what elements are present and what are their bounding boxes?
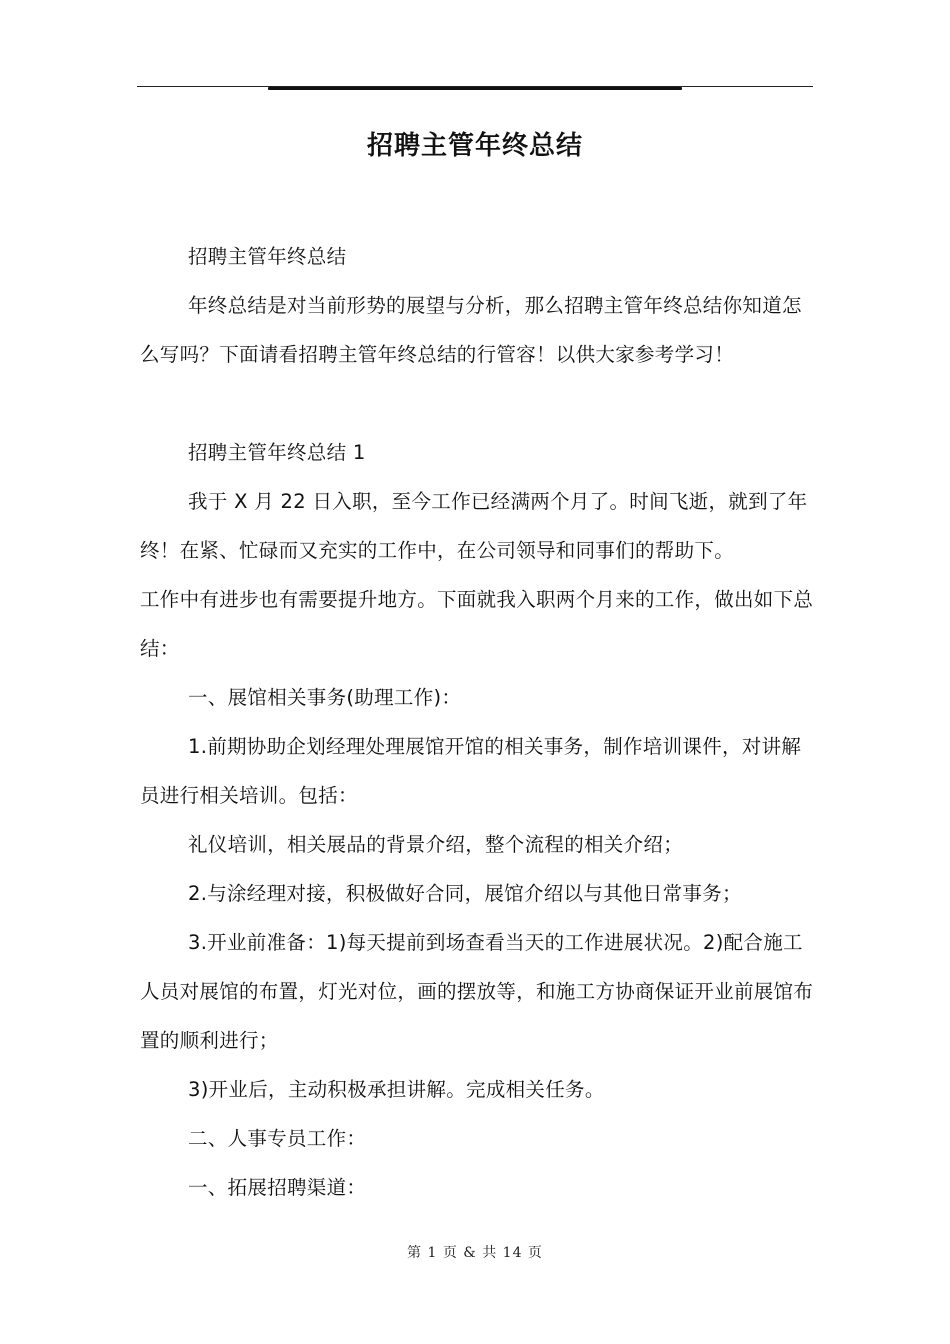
- list-item: 2.与涂经理对接，积极做好合同，展馆介绍以与其他日常事务；: [188, 882, 742, 905]
- paragraph: 工作中有进步也有需要提升地方。下面就我入职两个月来的工作，做出如下总结：: [140, 588, 814, 660]
- list-item: 1.前期协助企划经理处理展馆开馆的相关事务，制作培训课件，对讲解员进行相关培训。包括：: [140, 735, 802, 807]
- paragraph-gap: [140, 379, 816, 428]
- paragraph: 我于 X 月 22 日入职，至今工作已经满两个月了。时间飞逝，就到了年终！在紧、忙碌而又充实的工作中，在公司领导和同事们的帮助下。: [140, 490, 808, 562]
- list-item: 礼仪培训，相关展品的背景介绍，整个流程的相关介绍；: [188, 833, 684, 856]
- list-heading: 二、人事专员工作：: [188, 1127, 367, 1150]
- list-item: 3)开业后，主动积极承担讲解。完成相关任务。: [188, 1078, 605, 1101]
- list-heading: 一、拓展招聘渠道：: [188, 1176, 367, 1199]
- section-heading-1: 招聘主管年终总结 1: [188, 441, 366, 464]
- paragraph-heading: 招聘主管年终总结: [188, 245, 347, 268]
- document-body: [140, 232, 816, 1212]
- document-title: 招聘主管年终总结: [366, 131, 583, 161]
- paragraph-intro: 年终总结是对当前形势的展望与分析，那么招聘主管年终总结你知道怎么写吗？下面请看招聘主管年终总结的行管容！以供大家参考学习！: [140, 294, 802, 366]
- list-item: 3.开业前准备：1)每天提前到场查看当天的工作进展状况。2)配合施工人员对展馆的布置，灯光对位，画的摆放等，和施工方协商保证开业前展馆布置的顺利进行；: [140, 931, 814, 1052]
- header-rule-thick: [268, 87, 682, 90]
- list-heading: 一、展馆相关事务(助理工作)：: [188, 686, 462, 709]
- page-footer: 第 1 页 & 共 14 页: [407, 1245, 543, 1261]
